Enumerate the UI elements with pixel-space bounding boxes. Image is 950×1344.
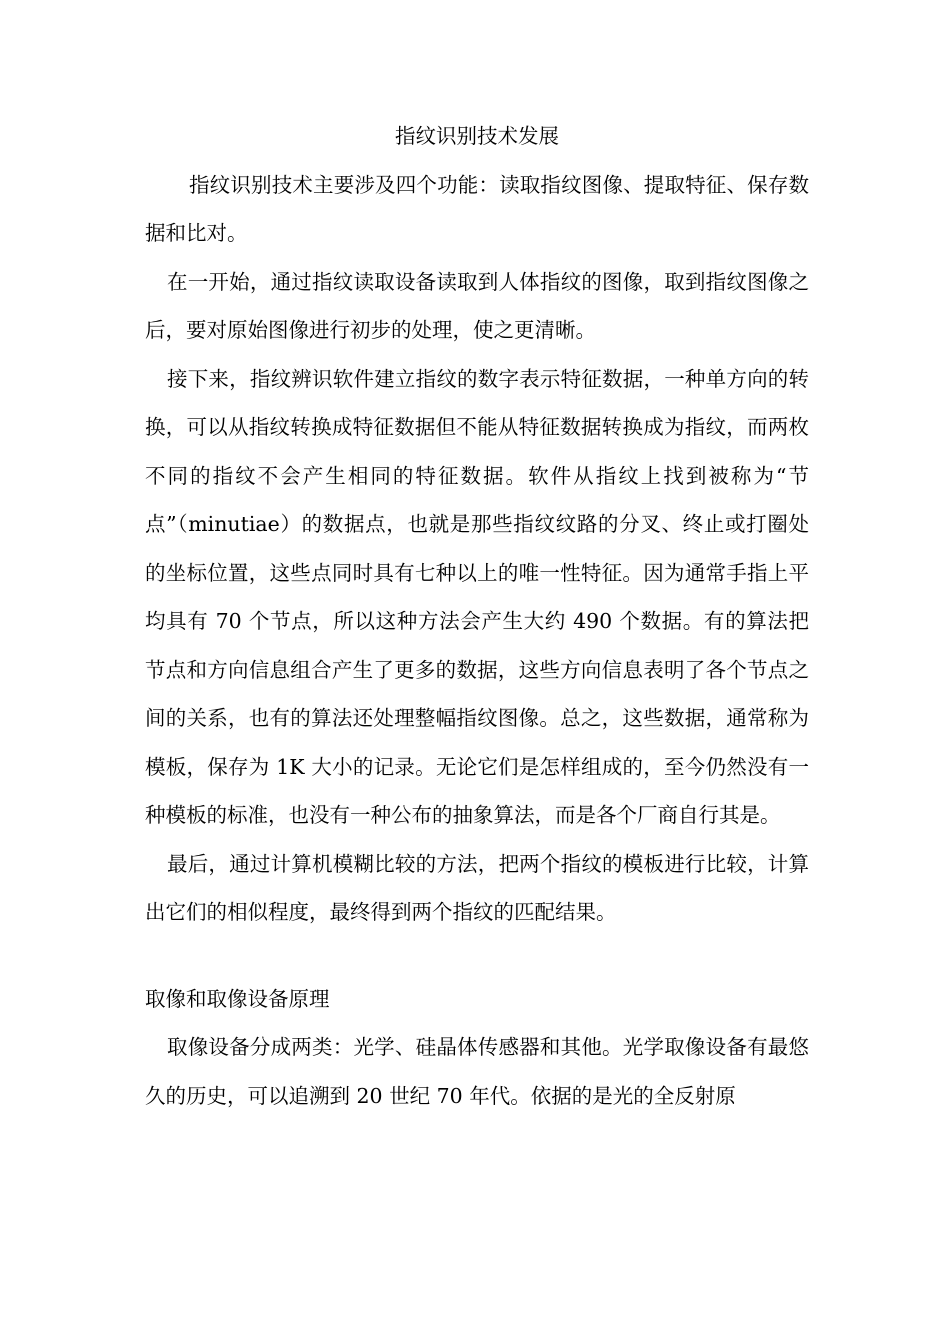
section-spacer — [145, 937, 809, 975]
document-body — [145, 112, 809, 1120]
document-title: 指纹识别技术发展 — [395, 124, 559, 148]
paragraph-capture-devices: 取像设备分成两类：光学、硅晶体传感器和其他。光学取像设备有最悠久的历史，可以追溯到 20 世纪 70 年代。依据的是光的全反射原 — [145, 1035, 809, 1108]
section-heading: 取像和取像设备原理 — [145, 986, 330, 1011]
paragraph-overview: 指纹识别技术主要涉及四个功能：读取指纹图像、提取特征、保存数据和比对。 — [145, 172, 809, 245]
paragraph-acquisition: 在一开始，通过指纹读取设备读取到人体指纹的图像，取到指纹图像之后，要对原始图像进行初步的处理，使之更清晰。 — [145, 269, 809, 342]
paragraph-matching: 最后，通过计算机模糊比较的方法，把两个指纹的模板进行比较，计算出它们的相似程度，最终得到两个指纹的匹配结果。 — [145, 851, 809, 924]
paragraph-feature-extraction: 接下来，指纹辨识软件建立指纹的数字表示特征数据，一种单方向的转换，可以从指纹转换成特征数据但不能从特征数据转换成为指纹，而两枚不同的指纹不会产生相同的特征数据。软件从指纹上找到被称为“节点”（minutiae）的数据点，也就是那些指纹纹路的分叉、终止或打圈处的坐标位置，这些点同时具有七种以上的唯一性特征。因为通常手指上平均具有 70 个节点，所以这种方法会产生大约 490 个数据。有的算法把节点和方向信息组合产生了更多的数据，这些方向信息表明了各个节点之间的关系，也有的算法还处理整幅指纹图像。总之，这些数据，通常称为模板，保存为 1K 大小的记录。无论它们是怎样组成的，至今仍然没有一种模板的标准，也没有一种公布的抽象算法，而是各个厂商自行其是。 — [145, 366, 809, 827]
